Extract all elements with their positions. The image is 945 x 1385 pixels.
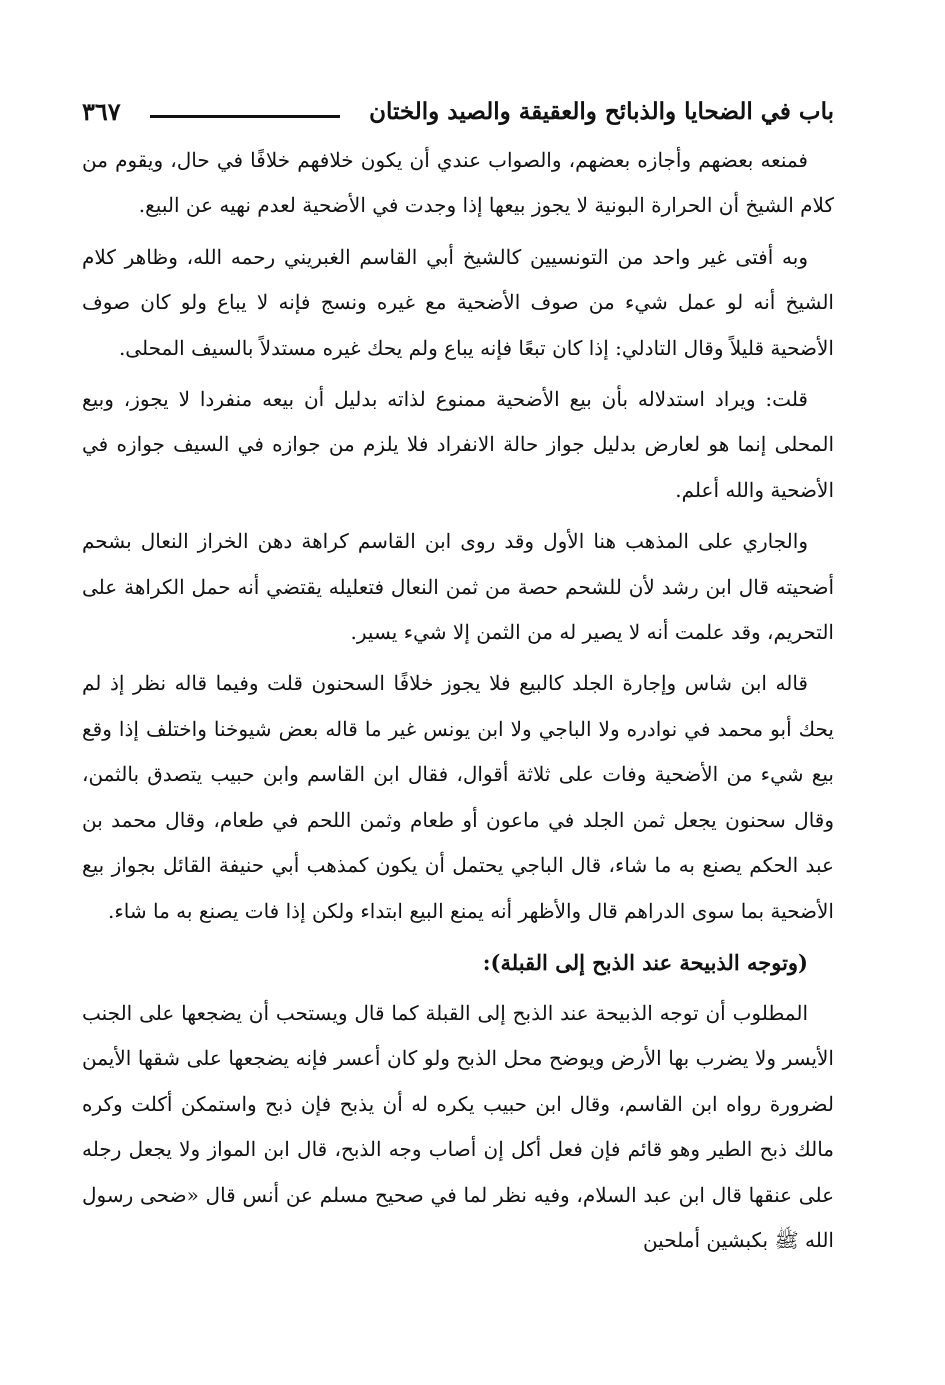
paragraph: وبه أفتى غير واحد من التونسيين كالشيخ أبي القاسم الغبريني رحمه الله، وظاهر كلام الشيخ أنه لو عمل شيء من صوف الأضحية مع غيره ونسج فإنه لا يباع ولو كان صوف الأضحية قليلاً وقال التادلي: إذا كان تبعًا فإنه يباع ولم يحك غيره مستدلاً بالسيف المحلى. — [82, 244, 834, 360]
section-heading: (وتوجه الذبيحة عند الذبح إلى القبلة): — [482, 949, 808, 975]
running-header — [82, 88, 834, 128]
paragraph: المطلوب أن توجه الذبيحة عند الذبح إلى القبلة كما قال ويستحب أن يضجعها على الجنب الأيسر ولا يضرب بها الأرض ويوضح محل الذبح ولو كان أعسر فإنه يضجعها على شقها الأيمن لضرورة رواه ابن القاسم، وقال ابن حبيب يكره له أن يذبح فإن ذبح واستمكن أكلت وكره مالك ذبح الطير وهو قائم فإن فعل أكل إن أصاب وجه الذبح، قال ابن المواز ولا يجعل رجله على عنقها قال ابن عبد السلام، وفيه نظر لما في صحيح مسلم عن أنس قال «ضحى رسول الله ﷺ بكبشين أملحين — [82, 1000, 834, 1252]
book-page — [82, 88, 834, 1269]
page-number: ٣٦٧ — [82, 97, 121, 126]
paragraph: قلت: ويراد استدلاله بأن بيع الأضحية ممنوع لذاته بدليل أن بيعه منفردا لا يجوز، وبيع المحلى إنما هو لعارض بدليل جواز حالة الانفراد فلا يلزم من جوازه في السيف جوازه في الأضحية والله أعلم. — [82, 387, 834, 502]
header-rule — [150, 115, 340, 118]
body-text — [82, 138, 834, 1263]
paragraph: والجاري على المذهب هنا الأول وقد روى ابن القاسم كراهة دهن الخراز النعال بشحم أضحيته قال ابن رشد لأن للشحم حصة من ثمن النعال فتعليله يقتضي أنه حمل الكراهة على التحريم، وقد علمت أنه لا يصير له من الثمن إلا شيء يسير. — [82, 529, 834, 645]
paragraph: فمنعه بعضهم وأجازه بعضهم، والصواب عندي أن يكون خلافهم خلافًا في حال، ويقوم من كلام الشيخ أن الحرارة البونية لا يجوز بيعها إذا وجدت في الأضحية لعدم نهيه عن البيع. — [82, 148, 834, 218]
paragraph: قاله ابن شاس وإجارة الجلد كالبيع فلا يجوز خلافًا السحنون قلت وفيما قاله نظر إذ لم يحك أبو محمد في نوادره ولا الباجي ولا ابن يونس غير ما قاله بعض شيوخنا واختلف إذا وقع بيع شيء من الأضحية وفات على ثلاثة أقوال، فقال ابن القاسم وابن حبيب يتصدق بالثمن، وقال سحنون يجعل ثمن الجلد في ماعون أو طعام وثمن اللحم في طعام، وقال محمد بن عبد الحكم يصنع به ما شاء، قال الباجي يحتمل أن يكون كمذهب أبي حنيفة القائل بجواز بيع الأضحية بما سوى الدراهم قال والأظهر أنه يمنع البيع ابتداء ولكن إذا فات يصنع به ما شاء. — [82, 671, 835, 923]
chapter-title: باب في الضحايا والذبائح والعقيقة والصيد والختان — [369, 98, 834, 125]
